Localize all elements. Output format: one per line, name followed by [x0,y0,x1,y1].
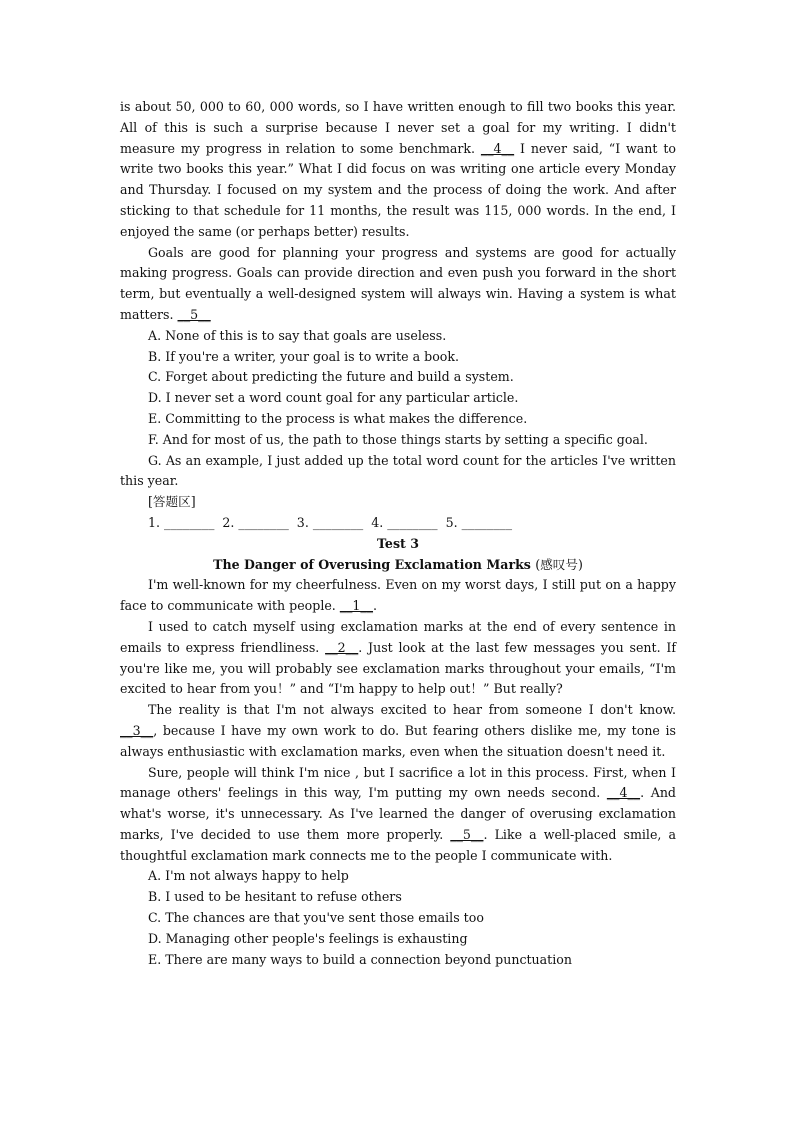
text-run: Goals are good for planning your progress and systems are good for actually making progress. Goals can provide direction and even push you forward in the short term, but eventually a well-designed system will always win. Having a system is what matters. [120,244,676,322]
text-run: . Like a well-placed smile, a thoughtful exclamation mark connects me to the people I communicate with. [120,826,676,863]
text-run: . Just look at the last few messages you sent. If you're like me, you will probably see exclamation marks throughout your emails, “I'm excited to hear from you！” and “I'm happy to help out！” But really? [120,639,676,697]
text-run: I used to catch myself using exclamation marks at the end of every sentence in emails to express friendliness. [120,618,676,655]
test3-option-d: D. Managing other people's feelings is exhausting [148,930,468,946]
test3-option-e: E. There are many ways to build a connection beyond punctuation [148,951,572,967]
option-g: G. As an example, I just added up the total word count for the articles I've written this year. [120,452,676,489]
text-run: . And what's worse, it's unnecessary. As I've learned the danger of overusing exclamation marks, I've decided to use them more properly. [120,785,676,842]
test3-option-a: A. I'm not always happy to help [148,868,349,884]
passage-paragraph-1 [120,97,676,243]
option-e: E. Committing to the process is what makes the difference. [148,410,528,426]
blank-3: __3__ [120,722,154,738]
passage-title [120,555,676,576]
passage-paragraph-2 [120,243,676,326]
text-run: . [373,598,378,614]
blank-4: __4__ [480,140,515,156]
option-f: F. And for most of us, the path to those things starts by setting a specific goal. [148,431,648,447]
test3-paragraph-3 [120,700,676,762]
option-d: D. I never set a word count goal for any particular article. [148,390,519,406]
text-run: I never said, “I want to write two books this year.” What I did focus on was writing one article every Monday and Thursday. I focused on my system and the process of doing the work. And after sticking to that schedule for 11 months, the result was 115, 000 words. In the end, I enjoyed the same (or perhaps better) results. [120,140,676,239]
answer-blanks-row: 1. ________ 2. ________ 3. ________ 4. ________ 5. ________ [148,514,512,530]
test3-paragraph-4 [120,763,676,867]
document-page [120,97,676,970]
test3-option-b: B. I used to be hesitant to refuse others [148,889,402,905]
passage-title-cn: (感叹号) [535,556,583,572]
test3-option-c: C. The chances are that you've sent those emails too [148,910,484,926]
answer-area-label: [答题区] [148,494,196,510]
test3-paragraph-2 [120,617,676,700]
blank-1: __1__ [339,598,374,614]
blank-5: __5__ [450,826,484,842]
passage-title-text: The Danger of Overusing Exclamation Marks [213,556,531,572]
blank-5: __5__ [177,306,211,322]
test3-paragraph-1 [120,575,676,617]
text-run: I'm well-known for my cheerfulness. Even on my worst days, I still put on a happy face to communicate with people. [120,577,676,614]
blank-4: __4__ [606,785,641,801]
text-run: The reality is that I'm not always excited to hear from someone I don't know. [148,702,676,718]
option-b: B. If you're a writer, your goal is to write a book. [148,348,460,364]
option-c: C. Forget about predicting the future and build a system. [148,369,514,385]
test-heading: Test 3 [377,535,419,551]
option-a: A. None of this is to say that goals are useless. [148,327,447,343]
text-run: Sure, people will think I'm nice , but I sacrifice a lot in this process. First, when I manage others' feelings in this way, I'm putting my own needs second. [120,764,676,801]
text-run: is about 50, 000 to 60, 000 words, so I have written enough to fill two books this year. All of this is such a surprise because I never set a goal for my writing. I didn't measure my progress in relation to some benchmark. [120,99,676,156]
blank-2: __2__ [325,639,359,655]
text-run: , because I have my own work to do. But fearing others dislike me, my tone is always enthusiastic with exclamation marks, even when the situation doesn't need it. [120,722,676,759]
